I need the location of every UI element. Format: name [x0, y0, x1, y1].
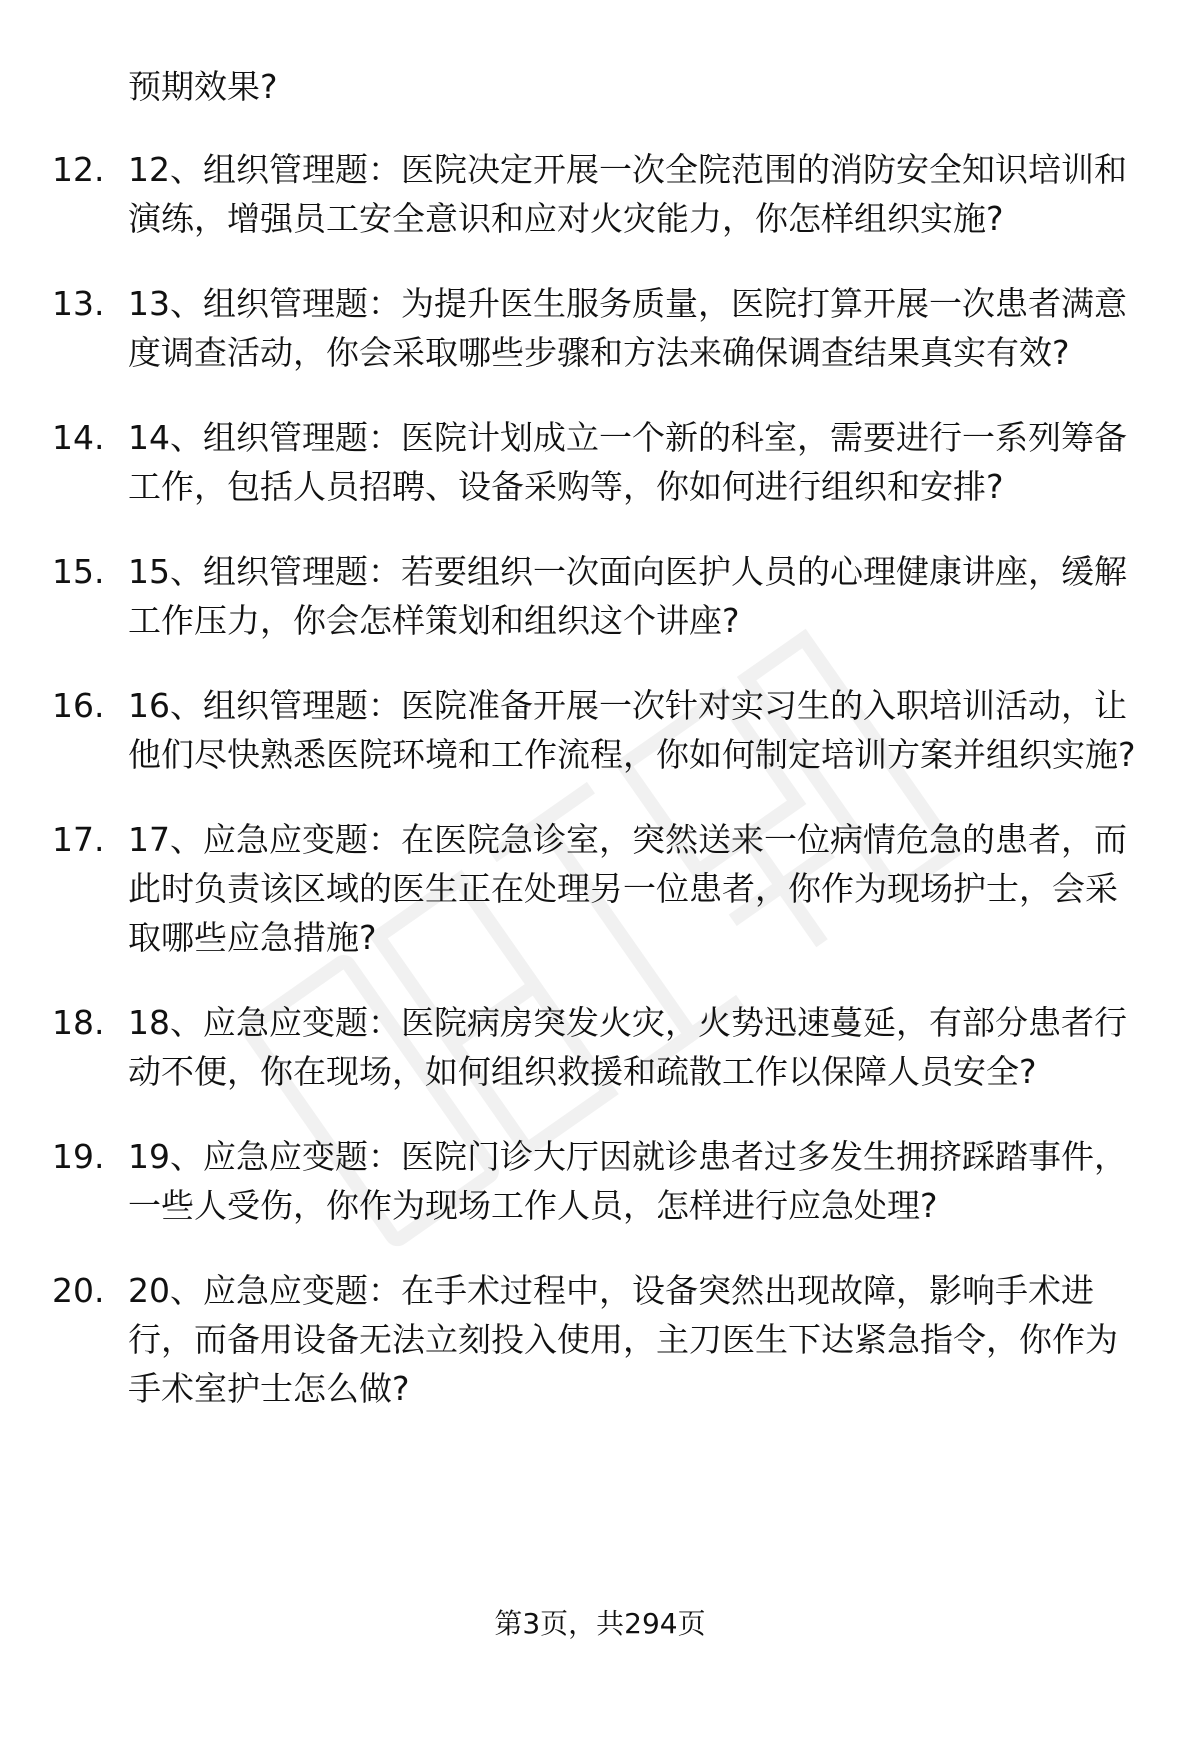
question-list [0, 145, 1200, 1449]
question-number: 14. [52, 418, 105, 457]
question-number: 20. [52, 1271, 105, 1310]
question-text: 14、组织管理题：医院计划成立一个新的科室，需要进行一系列筹备工作，包括人员招聘、设备采购等，你如何进行组织和安排? [128, 418, 1127, 506]
question-item [0, 1132, 1200, 1230]
question-text: 15、组织管理题：若要组织一次面向医护人员的心理健康讲座，缓解工作压力，你会怎样策划和组织这个讲座? [128, 552, 1127, 640]
question-number: 18. [52, 1003, 105, 1042]
question-item [0, 547, 1200, 645]
question-number: 16. [52, 686, 105, 725]
question-number: 17. [52, 820, 105, 859]
question-item [0, 815, 1200, 962]
question-number: 19. [52, 1137, 105, 1176]
question-number: 12. [52, 150, 105, 189]
question-item [0, 413, 1200, 511]
question-item [0, 1266, 1200, 1413]
question-text: 19、应急应变题：医院门诊大厅因就诊患者过多发生拥挤踩踏事件，一些人受伤，你作为现场工作人员，怎样进行应急处理? [128, 1137, 1127, 1225]
question-text: 20、应急应变题：在手术过程中，设备突然出现故障，影响手术进行，而备用设备无法立刻投入使用，主刀医生下达紧急指令，你作为手术室护士怎么做? [128, 1271, 1118, 1408]
question-item [0, 145, 1200, 243]
question-item [0, 681, 1200, 779]
question-text: 17、应急应变题：在医院急诊室，突然送来一位病情危急的患者，而此时负责该区域的医生正在处理另一位患者，你作为现场护士，会采取哪些应急措施? [128, 820, 1127, 957]
question-number: 15. [52, 552, 105, 591]
question-item [0, 279, 1200, 377]
question-text: 13、组织管理题：为提升医生服务质量，医院打算开展一次患者满意度调查活动，你会采取哪些步骤和方法来确保调查结果真实有效? [128, 284, 1127, 372]
page-footer: 第3页，共294页 [494, 1607, 706, 1640]
question-text: 18、应急应变题：医院病房突发火灾，火势迅速蔓延，有部分患者行动不便，你在现场，如何组织救援和疏散工作以保障人员安全? [128, 1003, 1127, 1091]
question-number: 13. [52, 284, 105, 323]
question-text: 12、组织管理题：医院决定开展一次全院范围的消防安全知识培训和演练，增强员工安全意识和应对火灾能力，你怎样组织实施? [128, 150, 1127, 238]
question-item [0, 998, 1200, 1096]
continuation-text: 预期效果? [128, 67, 278, 106]
question-text: 16、组织管理题：医院准备开展一次针对实习生的入职培训活动，让他们尽快熟悉医院环境和工作流程，你如何制定培训方案并组织实施? [128, 686, 1136, 774]
